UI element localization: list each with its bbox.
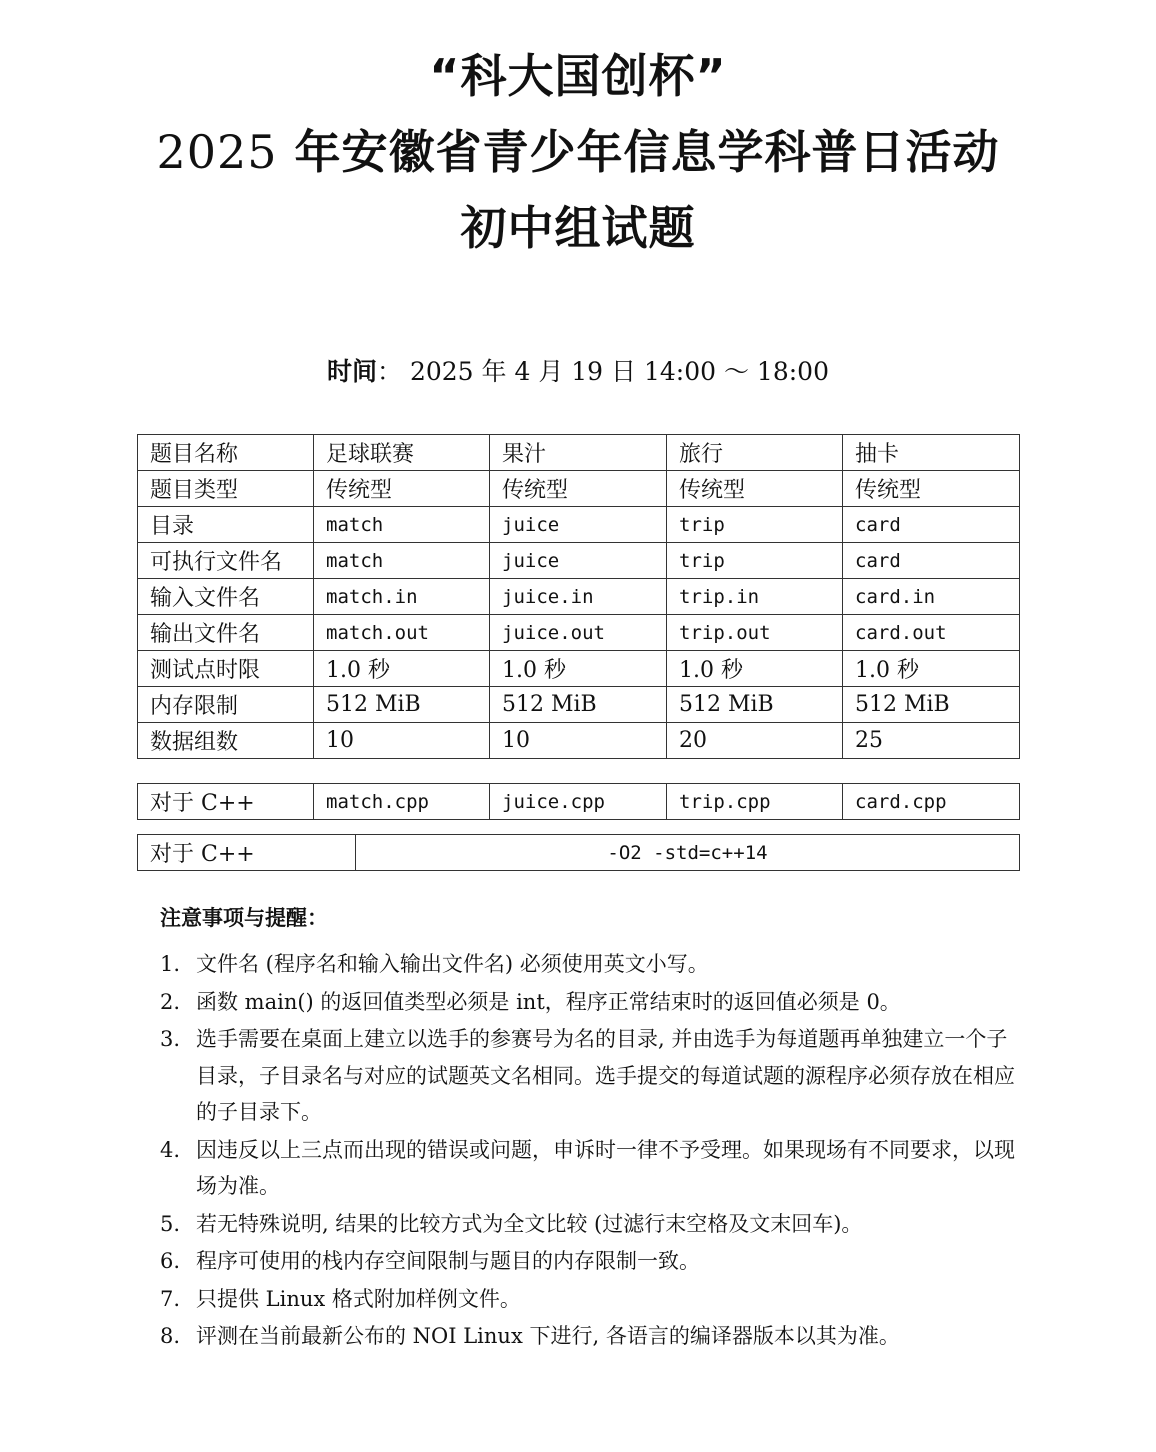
list-item-number: 7. [160, 1286, 181, 1311]
compiler-flags-table [137, 834, 1020, 871]
title-line-2-text: 年安徽省青少年信息学科普日活动 [277, 125, 1000, 179]
table-cell: 20 [667, 723, 843, 759]
table-cell: juice [490, 543, 667, 579]
table-cell: juice.in [490, 579, 667, 615]
exam-time-label: 时间 [327, 357, 378, 386]
cpp-source-cell: match.cpp [314, 784, 490, 820]
title-line-3: 初中组试题 [460, 201, 696, 255]
cpp-source-label: 对于 C++ [138, 784, 314, 820]
list-item-text: 因违反以上三点而出现的错误或问题，申诉时一律不予受理。如果现场有不同要求，以现场为准。 [196, 1137, 1015, 1198]
list-item [160, 946, 1022, 983]
list-item [160, 984, 1022, 1021]
table-cell: juice [490, 507, 667, 543]
list-item-text: 程序可使用的栈内存空间限制与题目的内存限制一致。 [196, 1249, 700, 1273]
table-row [138, 507, 1020, 543]
list-item [160, 1281, 1022, 1318]
table-row [138, 723, 1020, 759]
cpp-source-cell: juice.cpp [490, 784, 667, 820]
table-cell: trip.in [667, 579, 843, 615]
table-cell: 512 MiB [490, 687, 667, 723]
table-row [138, 579, 1020, 615]
table-cell: trip.out [667, 615, 843, 651]
table-row [138, 471, 1020, 507]
table-cell: 传统型 [314, 471, 490, 507]
table-cell: 512 MiB [314, 687, 490, 723]
table-cell: trip [667, 507, 843, 543]
table-cell: 旅行 [667, 435, 843, 471]
list-item-text: 只提供 Linux 格式附加样例文件。 [196, 1286, 521, 1311]
table-cell: 1.0 秒 [314, 651, 490, 687]
list-item [160, 1318, 1022, 1355]
table-cell: 抽卡 [843, 435, 1020, 471]
table-row [138, 435, 1020, 471]
table-cell: 25 [843, 723, 1020, 759]
cpp-source-cell: trip.cpp [667, 784, 843, 820]
table-cell: 1.0 秒 [843, 651, 1020, 687]
table-cell: 1.0 秒 [667, 651, 843, 687]
exam-time-value: ： 2025 年 4 月 19 日 14:00 ～ 18:00 [377, 357, 829, 386]
exam-time [0, 354, 1156, 390]
table-cell: match [314, 507, 490, 543]
problem-info-table [137, 434, 1020, 759]
row-label: 目录 [138, 507, 314, 543]
cpp-source-table [137, 783, 1020, 820]
table-cell: card.out [843, 615, 1020, 651]
table-cell: juice.out [490, 615, 667, 651]
list-item-number: 4. [160, 1137, 181, 1162]
row-label: 输入文件名 [138, 579, 314, 615]
list-item [160, 1206, 1022, 1243]
row-label: 数据组数 [138, 723, 314, 759]
table-cell: 传统型 [490, 471, 667, 507]
title-year: 2025 [156, 125, 278, 179]
compiler-flags-value: -O2 -std=c++14 [356, 835, 1020, 871]
table-cell: card [843, 507, 1020, 543]
table-cell: match.out [314, 615, 490, 651]
table-row [138, 615, 1020, 651]
list-item-number: 3. [160, 1027, 181, 1051]
list-item-text: 评测在当前最新公布的 NOI Linux 下进行, 各语言的编译器版本以其为准。 [196, 1324, 900, 1348]
table-cell: 果汁 [490, 435, 667, 471]
compiler-flags-row [138, 835, 1020, 871]
table-cell: match.in [314, 579, 490, 615]
row-label: 题目类型 [138, 471, 314, 507]
list-item-number: 2. [160, 989, 181, 1014]
row-label: 输出文件名 [138, 615, 314, 651]
list-item-text: 选手需要在桌面上建立以选手的参赛号为名的目录, 并由选手为每道题再单独建立一个子目录，子目录名与对应的试题英文名相同。选手提交的每道试题的源程序必须存放在相应的子目录下。 [196, 1027, 1015, 1124]
cpp-source-cell: card.cpp [843, 784, 1020, 820]
list-item-text: 文件名 (程序名和输入输出文件名) 必须使用英文小写。 [196, 952, 709, 976]
list-item-number: 1. [160, 952, 181, 976]
table-row [138, 651, 1020, 687]
table-cell: 512 MiB [843, 687, 1020, 723]
row-label: 题目名称 [138, 435, 314, 471]
row-label: 测试点时限 [138, 651, 314, 687]
table-cell: 512 MiB [667, 687, 843, 723]
table-cell: 传统型 [843, 471, 1020, 507]
list-item [160, 1132, 1022, 1205]
table-row [138, 543, 1020, 579]
list-item [160, 1243, 1022, 1280]
table-cell: 10 [490, 723, 667, 759]
list-item-number: 5. [160, 1211, 181, 1236]
title-line-1: “科大国创杯” [429, 49, 727, 103]
notes-list [160, 946, 1022, 1356]
list-item-number: 8. [160, 1324, 181, 1348]
table-cell: 10 [314, 723, 490, 759]
title-line-2 [0, 114, 1156, 190]
cpp-source-row [138, 784, 1020, 820]
list-item-text: 函数 main() 的返回值类型必须是 int，程序正常结束时的返回值必须是 0。 [196, 989, 901, 1014]
list-item-number: 6. [160, 1249, 181, 1273]
table-cell: 1.0 秒 [490, 651, 667, 687]
table-cell: 传统型 [667, 471, 843, 507]
document-title [0, 38, 1156, 266]
notes-title: 注意事项与提醒： [160, 906, 328, 930]
table-row [138, 687, 1020, 723]
row-label: 可执行文件名 [138, 543, 314, 579]
table-cell: 足球联赛 [314, 435, 490, 471]
table-cell: match [314, 543, 490, 579]
table-cell: card [843, 543, 1020, 579]
row-label: 内存限制 [138, 687, 314, 723]
table-cell: card.in [843, 579, 1020, 615]
table-cell: trip [667, 543, 843, 579]
list-item-text: 若无特殊说明, 结果的比较方式为全文比较 (过滤行末空格及文末回车)。 [196, 1211, 863, 1236]
compiler-flags-label: 对于 C++ [138, 835, 356, 871]
list-item [160, 1021, 1022, 1131]
